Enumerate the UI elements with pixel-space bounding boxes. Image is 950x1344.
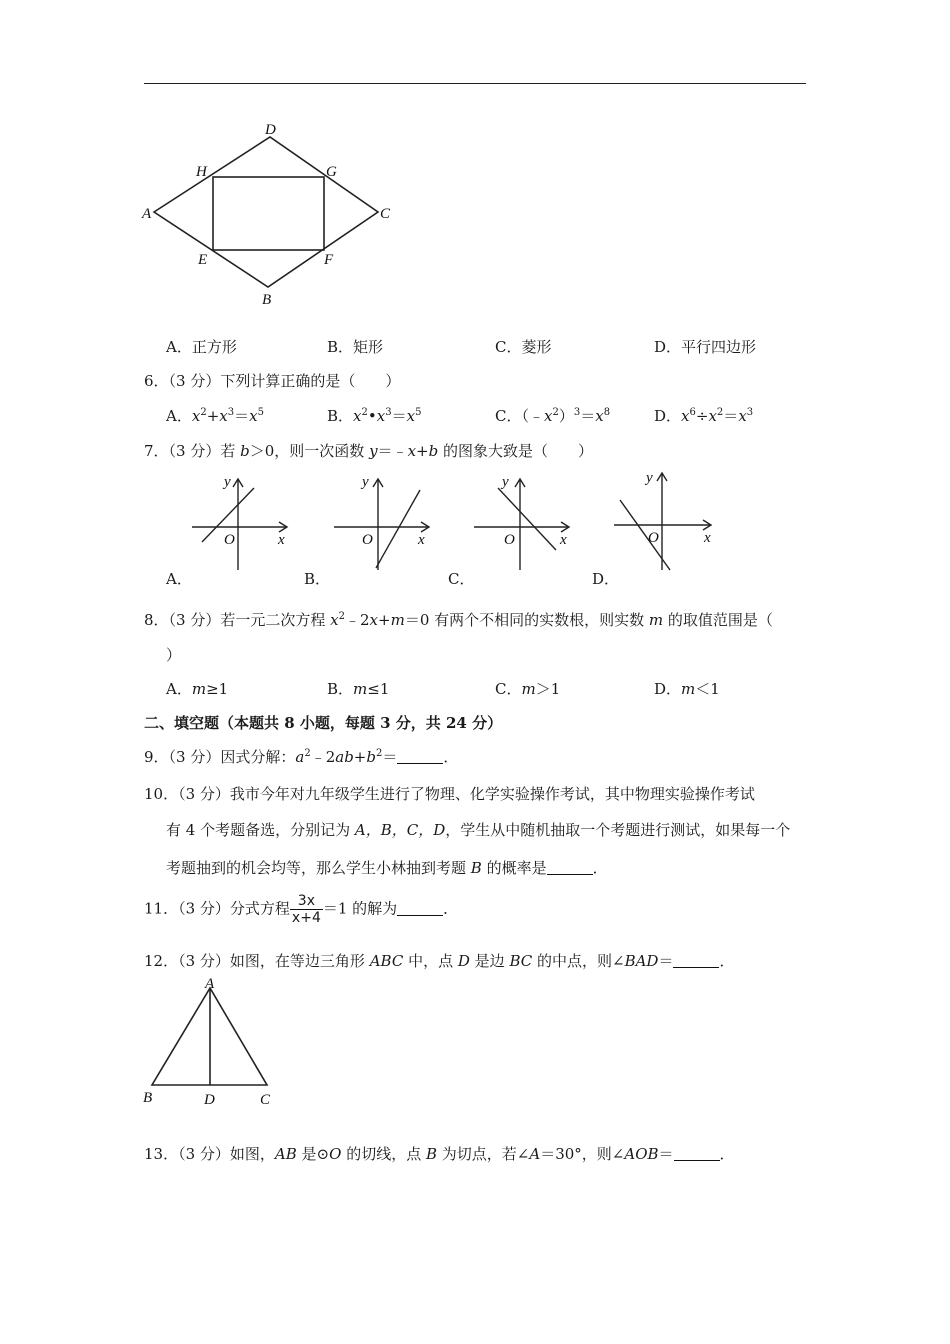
- svg-text:B: B: [143, 1090, 153, 1106]
- q10-line3: 考题抽到的机会均等，那么学生小林抽到考题 B 的概率是 ．: [166, 859, 608, 877]
- label-b: B: [262, 292, 272, 308]
- label-a: A: [142, 206, 152, 222]
- q7-option-a: A．: [166, 570, 192, 588]
- q10-answer-blank[interactable]: [547, 873, 593, 875]
- svg-text:x: x: [418, 532, 425, 548]
- section-title-fill-in: 二、填空题（本题共 8 小题，每题 3 分，共 24 分）: [144, 714, 503, 732]
- svg-text:O: O: [504, 532, 515, 548]
- q10-line1: 10．（3 分）我市今年对九年级学生进行了物理、化学实验操作考试，其中物理实验操作考试: [144, 785, 755, 803]
- equilateral-triangle-figure: [140, 976, 280, 1106]
- q6-option-b: B．$x^2•x^3=x^5$: [327, 407, 422, 425]
- q6-option-a: A．$x^2+x^3=x^5$: [166, 407, 264, 425]
- rhombus-figure: [140, 118, 400, 310]
- svg-text:O: O: [648, 530, 659, 546]
- svg-text:y: y: [502, 474, 509, 490]
- svg-text:x: x: [278, 532, 285, 548]
- svg-text:C: C: [260, 1092, 271, 1106]
- q6-option-d: D．$x^6\div x^2=x^3$: [654, 407, 754, 425]
- q10-line2: 有 4 个考题备选，分别记为 A，B，C，D，学生从中随机抽取一个考题进行测试，如果每一个: [166, 821, 791, 839]
- q5-option-d: D．平行四边形: [654, 338, 757, 356]
- svg-text:D: D: [204, 1092, 215, 1106]
- q5-option-a: A．正方形: [166, 338, 237, 356]
- q9-answer-blank[interactable]: [397, 762, 443, 764]
- q12-stem: 12．（3 分）如图，在等边三角形 ABC 中，点 D 是边 BC 的中点，则∠BAD＝ ．: [144, 952, 735, 970]
- q7-graph-d: [612, 466, 722, 574]
- q7-graph-b: [332, 470, 442, 574]
- q7-option-d: D．: [592, 570, 620, 588]
- label-f: F: [324, 252, 334, 268]
- label-d: D: [265, 122, 276, 138]
- q7-graph-c: [472, 470, 582, 574]
- svg-text:A: A: [205, 976, 215, 992]
- q7-option-c: C．: [448, 570, 475, 588]
- q7-graph-a: [190, 470, 300, 574]
- svg-text:x: x: [560, 532, 567, 548]
- q12-answer-blank[interactable]: [673, 966, 719, 968]
- q8-stem-close: ）: [166, 646, 182, 664]
- label-e: E: [198, 252, 208, 268]
- q7-stem: 7．（3 分）若 b＞0，则一次函数 y＝﹣x+b 的图象大致是（ ）: [144, 442, 593, 460]
- svg-text:y: y: [362, 474, 369, 490]
- svg-text:y: y: [646, 470, 653, 486]
- svg-text:O: O: [224, 532, 235, 548]
- q7-option-b: B．: [304, 570, 331, 588]
- q8-option-a: A．m≥1: [166, 680, 229, 698]
- q6-stem: 6．（3 分）下列计算正确的是（ ）: [144, 372, 401, 390]
- q11-fraction: $\frac{3x}{x+4}$: [291, 893, 321, 926]
- q13-stem: 13．（3 分）如图，AB 是⊙O 的切线，点 B 为切点，若∠A＝30°，则∠AOB＝ ．: [144, 1145, 735, 1163]
- svg-text:y: y: [224, 474, 231, 490]
- label-h: H: [196, 164, 207, 180]
- q13-answer-blank[interactable]: [674, 1159, 720, 1161]
- svg-text:x: x: [704, 530, 711, 546]
- label-c: C: [380, 206, 391, 222]
- q9-stem: 9．（3 分）因式分解：$a^2﹣2ab+b^2=$ ．: [144, 748, 459, 766]
- label-g: G: [326, 164, 337, 180]
- q8-option-b: B．m≤1: [327, 680, 390, 698]
- q11-answer-blank[interactable]: [397, 914, 443, 916]
- q11-stem: 11．（3 分）分式方程 $\frac{3x}{x+4}$ ＝1 的解为 ．: [144, 893, 459, 926]
- q8-option-c: C．m＞1: [495, 680, 561, 698]
- header-rule: [144, 83, 806, 84]
- q8-option-d: D．m＜1: [654, 680, 720, 698]
- q5-option-b: B．矩形: [327, 338, 384, 356]
- rectangle-efgh: [213, 177, 324, 250]
- q5-option-c: C．菱形: [495, 338, 552, 356]
- q6-option-c: C．$(﹣x^2)^3=x^8$: [495, 407, 611, 425]
- rhombus-abcd: [154, 137, 378, 287]
- svg-text:O: O: [362, 532, 373, 548]
- q8-stem: 8．（3 分）若一元二次方程 $x^2﹣2x+m=0$ 有两个不相同的实数根，则实数 m 的取值范围是（: [144, 611, 773, 629]
- q7-line-b: [376, 490, 420, 568]
